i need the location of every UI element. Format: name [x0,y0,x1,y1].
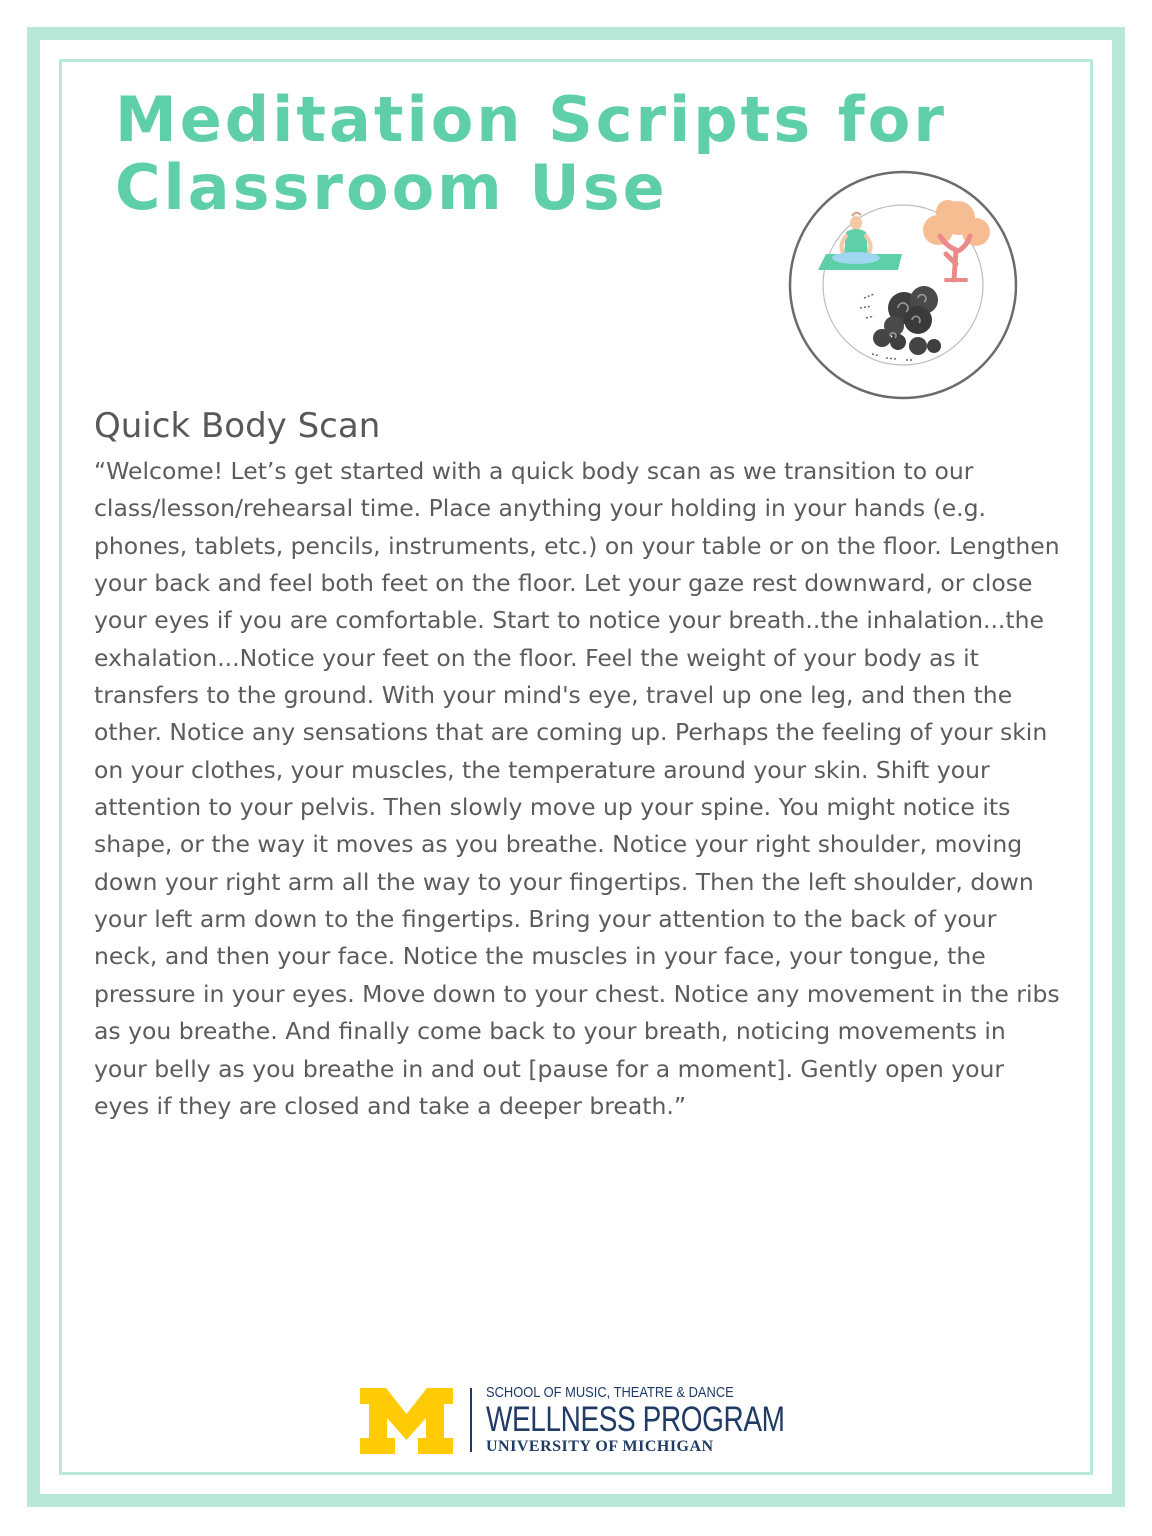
logo-divider [470,1388,472,1452]
page-title-line-2: Classroom Use [115,151,668,224]
wellness-program-logo [360,1384,800,1456]
meditation-illustration [786,168,1020,402]
page-title-line-1: Meditation Scripts for [115,83,947,156]
logo-university-name: UNIVERSITY OF MICHIGAN [486,1438,714,1455]
section-heading: Quick Body Scan [94,406,381,446]
logo-program-name: WELLNESS PROGRAM [486,1400,785,1439]
block-m-icon [360,1388,453,1454]
logo-school-name: SCHOOL OF MUSIC, THEATRE & DANCE [486,1384,734,1401]
script-text: “Welcome! Let’s get started with a quick body scan as we transition to our class/lesson/rehearsal time. Place anything your holding in your hands (e.g. phones, tablets, pencils, instruments, etc.) on your table or on the floor. Lengthen your back and feel both feet on the floor. Let your gaze rest downward, or close your eyes if you are comfortable. Start to notice your breath..the inhalation...the exhalation...Notice your feet on the floor. Feel the weight of your body as it transfers to the ground. With your mind's eye, travel up one leg, and then the other. Notice any sensations that are coming up. Perhaps the feeling of your skin on your clothes, your muscles, the temperature around your skin. Shift your attention to your pelvis. Then slowly move up your spine. You might notice its shape, or the way it moves as you breathe. Notice your right shoulder, moving down your right arm all the way to your fingertips. Then the left shoulder, down your left arm down to the fingertips. Bring your attention to the back of your neck, and then your face. Notice the muscles in your face, your tongue, the pressure in your eyes. Move down to your chest. Notice any movement in the ribs as you breathe. And finally come back to your breath, noticing movements in your belly as you breathe in and out [pause for a moment]. Gently open your eyes if they are closed and take a deeper breath.” [94,457,1060,1120]
